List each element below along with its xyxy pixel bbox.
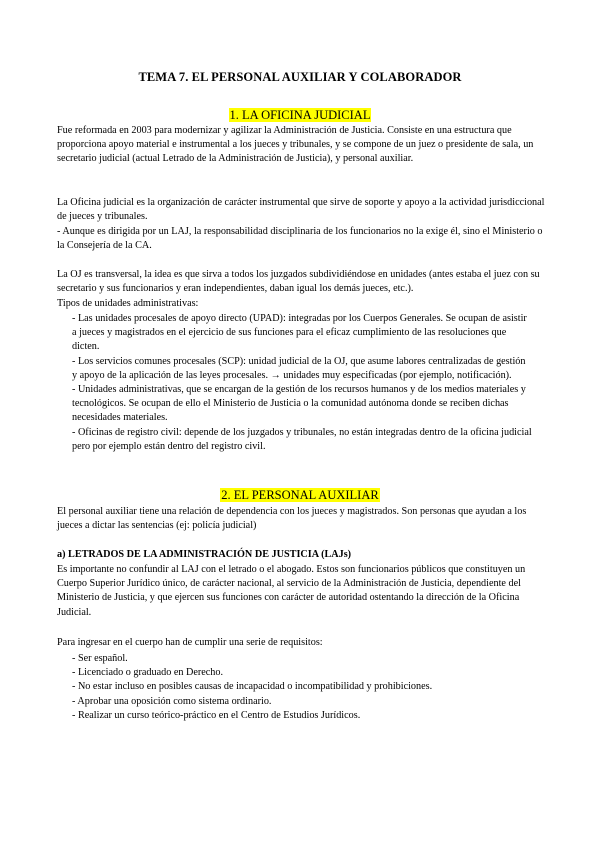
section-heading-text: 1. LA OFICINA JUDICIAL (229, 108, 371, 122)
unit-types-list (72, 312, 532, 454)
list-item: - Aprobar una oposición como sistema ordinario. (72, 695, 272, 707)
list-item: - No estar incluso en posibles causas de incapacidad o incompatibilidad y prohibiciones. (72, 681, 433, 693)
requirements-list (72, 652, 532, 723)
list-item: - Las unidades procesales de apoyo directo (UPAD): integradas por los Cuerpos Generales. Se ocupan de asistir a jueces y magistrados en el ejercicio de sus funciones para el eficaz cumplimiento de las resoluciones que dicten. (72, 313, 527, 353)
list-item: - Unidades administrativas, que se encargan de la gestión de los recursos humanos y de los medios materiales y tecnológicos. Se ocupan de ello el Ministerio de Justicia o la comunidad autónoma donde se reciben dichas necesidades materiales. (72, 384, 526, 424)
list-item: - Los servicios comunes procesales (SCP): unidad judicial de la OJ, que asume labores centralizadas de gestión y apoyo de la aplicación de las leyes procesales. → unidades muy especificadas (por ejemplo, notificación). (72, 355, 526, 381)
list-item: - Licenciado o graduado en Derecho. (72, 667, 224, 679)
subsection-heading: a) LETRADOS DE LA ADMINISTRACIÓN DE JUSTICIA (LAJs) (57, 549, 352, 560)
section-heading-oficina-judicial (0, 108, 600, 123)
list-item: - Ser español. (72, 653, 128, 664)
paragraph: El personal auxiliar tiene una relación de dependencia con los jueces y magistrados. Son personas que ayudan a los jueces a dictar las sentencias (ej: policía judicial) (57, 506, 527, 532)
paragraph: Es importante no confundir al LAJ con el letrado o el abogado. Estos son funcionarios públicos que constituyen un Cuerpo Superior Jurídico único, de carácter nacional, al servicio de la Administración de Justicia, dependiente del Ministerio de Justicia, y que ejercen sus funciones con carácter de autoridad ostentando la dirección de la Oficina Judicial. (57, 564, 526, 618)
paragraph: Tipos de unidades administrativas: (57, 298, 199, 309)
paragraph: - Aunque es dirigida por un LAJ, la responsabilidad disciplinaria de los funcionarios no la exige él, sino el Ministerio o la Consejería de la CA. (57, 226, 543, 252)
paragraph: Para ingresar en el cuerpo han de cumplir una serie de requisitos: (57, 637, 323, 648)
list-item: - Oficinas de registro civil: depende de los juzgados y tribunales, no están integradas dentro de la oficina judicial pero por ejemplo están dentro del registro civil. (72, 426, 532, 452)
paragraph: La OJ es transversal, la idea es que sirva a todos los juzgados subdividiéndose en unidades (antes estaba el juez con su secretario y sus funcionarios y eran independientes, daban igual los demás jueces, etc.). (57, 269, 540, 295)
section-heading-text: 2. EL PERSONAL AUXILIAR (221, 488, 379, 502)
paragraph: Fue reformada en 2003 para modernizar y agilizar la Administración de Justicia. Consiste en una estructura que proporciona apoyo material e instrumental a los jueces y tribunales, y se compone de un juez o presidente de sala, un secretario judicial (actual Letrado de la Administración de Justicia), y personal auxiliar. (57, 125, 534, 165)
paragraph: La Oficina judicial es la organización de carácter instrumental que sirve de soporte y apoyo a la actividad jurisdiccional de jueces y tribunales. (57, 197, 545, 223)
document-title: TEMA 7. EL PERSONAL AUXILIAR Y COLABORADOR (138, 70, 462, 84)
section-heading-personal-auxiliar (0, 488, 600, 503)
list-item: - Realizar un curso teórico-práctico en el Centro de Estudios Jurídicos. (72, 709, 361, 721)
